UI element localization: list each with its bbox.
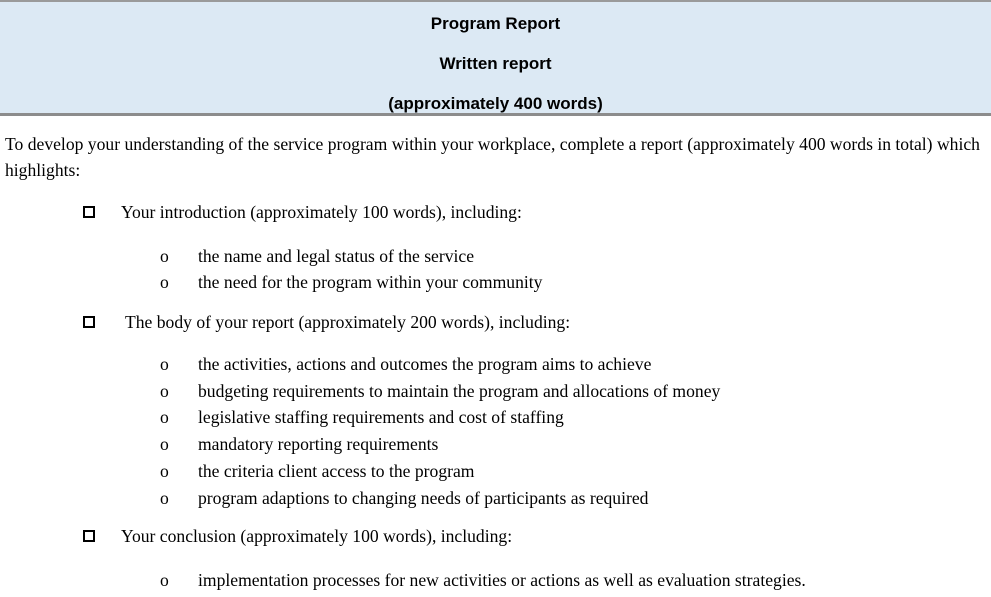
report-word-count: (approximately 400 words) xyxy=(388,94,603,113)
section-label: Your introduction (approximately 100 words), including: xyxy=(121,202,522,222)
bullet-o-icon: o xyxy=(160,381,169,401)
bullet-o-icon: o xyxy=(160,272,169,292)
list-item-text: legislative staffing requirements and cost of staffing xyxy=(198,407,564,427)
list-item xyxy=(0,380,991,404)
list-item-text: the activities, actions and outcomes the program aims to achieve xyxy=(198,354,652,374)
list-item xyxy=(0,271,991,295)
intro-paragraph: To develop your understanding of the service program within your workplace, complete a report (approximately 400 words in total) which highlights: xyxy=(5,134,980,180)
bullet-o-icon: o xyxy=(160,434,169,454)
checkbox-square-icon xyxy=(83,316,95,328)
list-item-text: mandatory reporting requirements xyxy=(198,434,439,454)
list-item-text: implementation processes for new activities or actions as well as evaluation strategies. xyxy=(198,570,806,590)
report-subtitle: Written report xyxy=(439,54,552,73)
bullet-o-icon: o xyxy=(160,570,169,590)
bullet-o-icon: o xyxy=(160,488,169,508)
section-label: Your conclusion (approximately 100 words), including: xyxy=(121,526,513,546)
list-item xyxy=(0,353,991,377)
section-conclusion xyxy=(0,525,991,549)
list-item-text: program adaptions to changing needs of participants as required xyxy=(198,488,649,508)
bullet-o-icon: o xyxy=(160,461,169,481)
list-item-text: the need for the program within your community xyxy=(198,272,543,292)
section-body xyxy=(0,311,991,335)
list-item xyxy=(0,406,991,430)
report-header xyxy=(0,0,991,116)
list-item-text: the name and legal status of the service xyxy=(198,246,475,266)
list-item xyxy=(0,460,991,484)
bullet-o-icon: o xyxy=(160,354,169,374)
bullet-o-icon: o xyxy=(160,246,169,266)
list-item xyxy=(0,487,991,511)
list-item xyxy=(0,433,991,457)
bullet-o-icon: o xyxy=(160,407,169,427)
report-title: Program Report xyxy=(430,14,561,33)
checkbox-square-icon xyxy=(83,206,95,218)
list-item xyxy=(0,245,991,269)
section-introduction xyxy=(0,201,991,225)
list-item-text: the criteria client access to the program xyxy=(198,461,475,481)
checkbox-square-icon xyxy=(83,530,95,542)
list-item xyxy=(0,569,991,593)
list-item-text: budgeting requirements to maintain the program and allocations of money xyxy=(198,381,721,401)
section-label: The body of your report (approximately 200 words), including: xyxy=(125,312,571,332)
